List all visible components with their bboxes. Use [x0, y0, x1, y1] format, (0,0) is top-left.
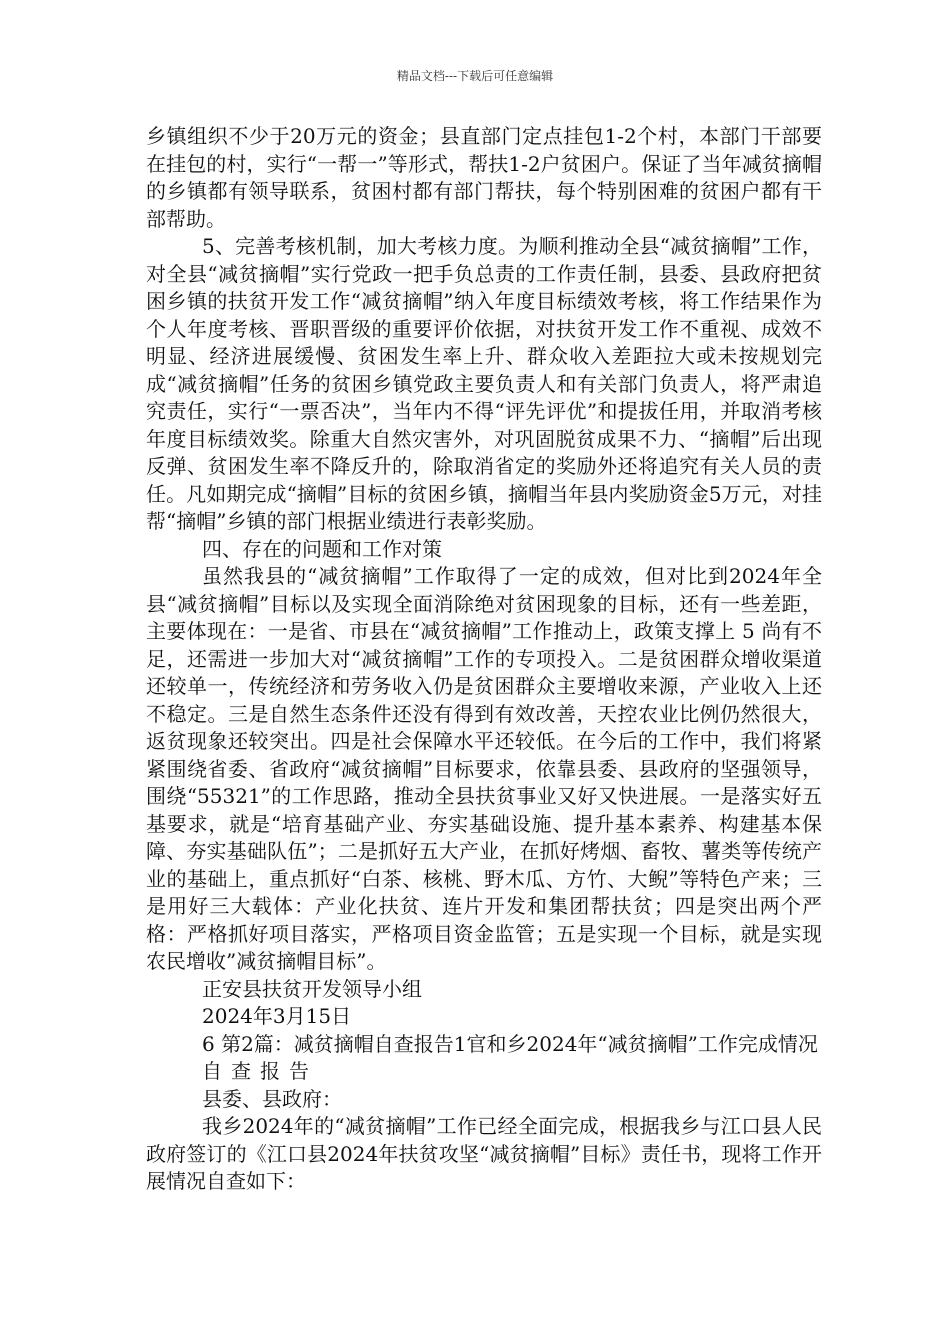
- paragraph-second-article-title: 6 第2篇：减贫摘帽自查报告1官和乡2024年“减贫摘帽”工作完成情况: [202, 1031, 818, 1056]
- signature-date: 2024年3月15日: [202, 1004, 352, 1028]
- paragraph-assessment-mechanism: 5、完善考核机制，加大考核力度。为顺利推动全县“减贫摘帽”工作，对全县“减贫摘帽”实行党政一把手负总责的工作责任制，县委、县政府把贫困乡镇的扶贫开发工作“减贫摘帽”纳入年度目标绩效考核，将工作结果作为个人年度考核、晋职晋级的重要评价依据，对扶贫开发工作不重视、成效不明显、经济进展缓慢、贫困发生率上升、群众收入差距拉大或未按规划完成“减贫摘帽”任务的贫困乡镇党政主要负责人和有关部门负责人，将严肃追究责任，实行“一票否决”，当年内不得“评先评优”和提拔任用，并取消考核年度目标绩效奖。除重大自然灾害外，对巩固脱贫成果不力、“摘帽”后出现反弹、贫困发生率不降反升的，除取消省定的奖励外还将追究有关人员的责任。凡如期完成“摘帽”目标的贫困乡镇，摘帽当年县内奖励资金5万元，对挂帮“摘帽”乡镇的部门根据业绩进行表彰奖励。: [146, 234, 822, 533]
- paragraph-self-inspection-intro: 我乡2024年的“减贫摘帽”工作已经全面完成，根据我乡与江口县人民政府签订的《江口县2024年扶贫攻坚“减贫摘帽”目标》责任书，现将工作开展情况自查如下：: [146, 1114, 822, 1193]
- report-title: 自查报告: [202, 1059, 318, 1083]
- document-body: [146, 123, 822, 1196]
- paragraph-problems-countermeasures: 虽然我县的“减贫摘帽”工作取得了一定的成效，但对比到2024年全县“减贫摘帽”目标以及实现全面消除绝对贫困现象的目标，还有一些差距，主要体现在：一是省、市县在“减贫摘帽”工作推动上，政策支撑上 5 尚有不足，还需进一步加大对“减贫摘帽”工作的专项投入。二是贫困群众增收渠道还较单一，传统经济和劳务收入仍是贫困群众主要增收来源，产业收入上还不稳定。三是自然生态条件还没有得到有效改善，天控农业比例仍然很大，返贫现象还较突出。四是社会保障水平还较低。在今后的工作中，我们将紧紧围绕省委、省政府“减贫摘帽”目标要求，依靠县委、县政府的坚强领导，围绕“55321”的工作思路，推动全县扶贫事业又好又快进展。一是落实好五基要求，就是“培育基础产业、夯实基础设施、提升基本素养、构建基本保障、夯实基础队伍”；二是抓好五大产业，在抓好烤烟、畜牧、薯类等传统产业的基础上，重点抓好“白茶、核桃、野木瓜、方竹、大鲵”等特色产来；三是用好三大载体：产业化扶贫、连片开发和集团帮扶贫；四是突出两个严格：严格抓好项目落实，严格项目资金监管；五是实现一个目标，就是实现农民增收”减贫摘帽目标”。: [146, 564, 822, 973]
- addressee: 县委、县政府：: [202, 1086, 342, 1111]
- paragraph-continuation: 乡镇组织不少于20万元的资金；县直部门定点挂包1-2个村，本部门干部要在挂包的村，实行“一帮一”等形式，帮扶1-2户贫困户。保证了当年减贫摘帽的乡镇都有领导联系，贫困村都有部门帮扶，每个特别困难的贫困户都有干部帮助。: [146, 124, 822, 231]
- page-header: 精品文档---下载后可任意编辑: [396, 69, 554, 83]
- section-heading-problems: 四、存在的问题和工作对策: [202, 536, 442, 561]
- signature-organization: 正安县扶贫开发领导小组: [202, 976, 422, 1001]
